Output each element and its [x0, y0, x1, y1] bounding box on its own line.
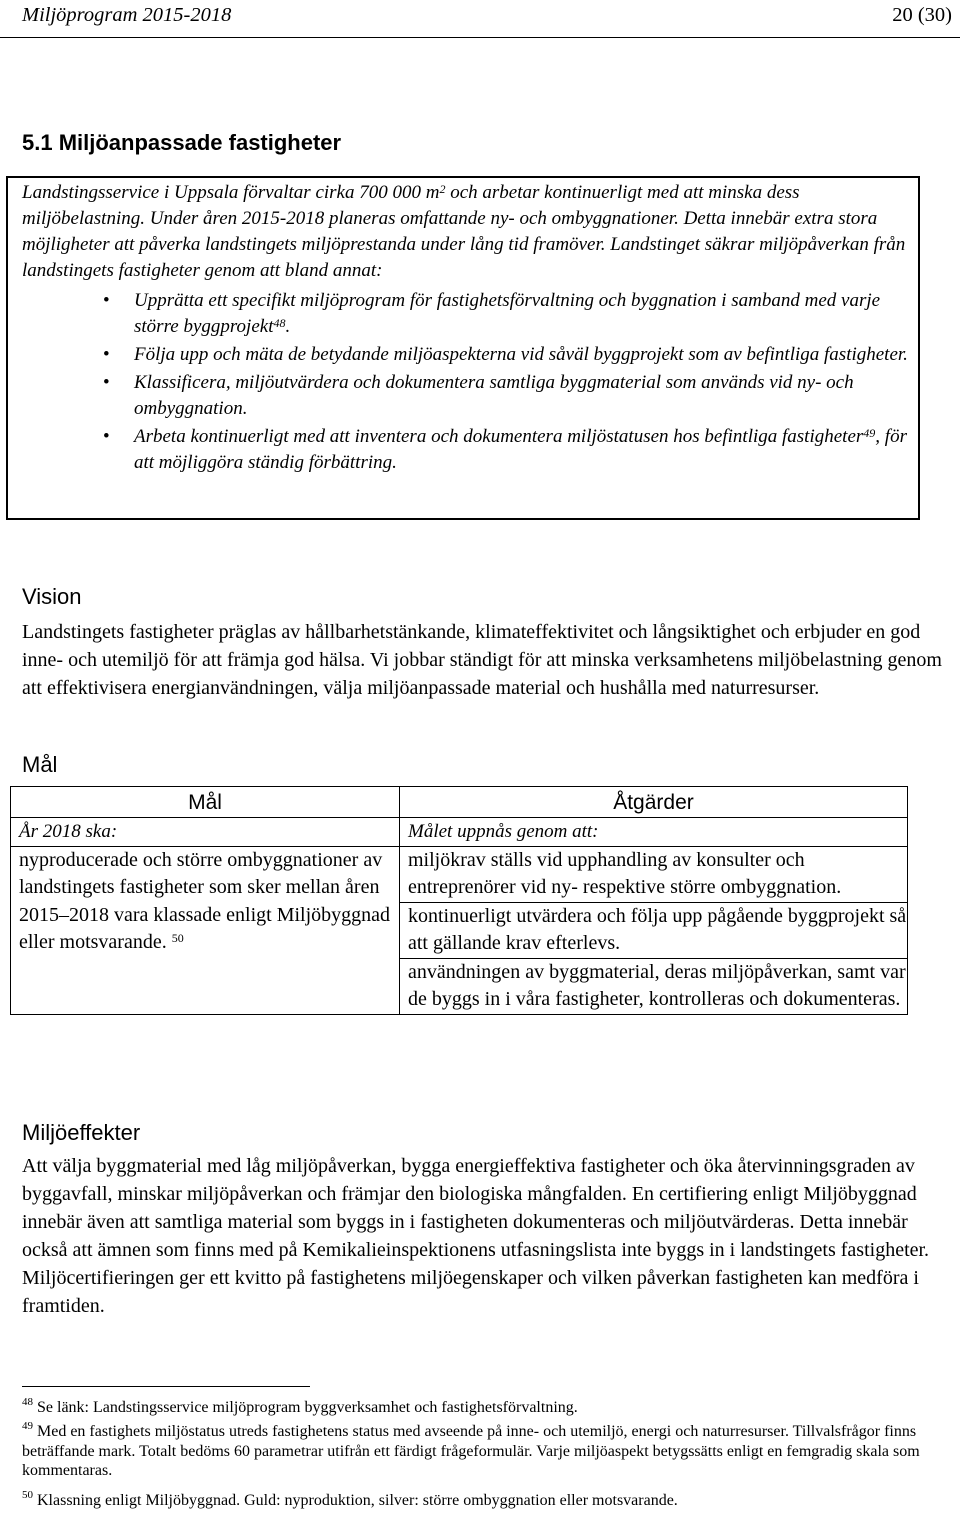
intro-paragraph: Landstingsservice i Uppsala förvaltar cirka 700 000 $m^2$ och arbetar kontinuerligt med att minska dess miljöbelastning. Under åren 2015-2018 planeras omfattande ny- och ombyggnationer. Detta innebär extra stora möjligheter att påverka landstingets miljöprestanda under lång tid framöver. Landstinget säkrar miljöpåverkan från landstingets fastigheter genom att bland annat:	[22, 182, 906, 281]
page-number: 20 (30)	[892, 4, 952, 26]
goal-cell: nyproducerade och större ombyggnationer av landstingets fastigheter som sker mellan åren 2015–2018 vara klassade enligt Miljöbyggnad eller motsvarande. $^{50}$	[11, 846, 400, 1014]
action-cell: miljökrav ställs vid upphandling av konsulter och entreprenörer vid ny- respektive större ombyggnation.	[400, 846, 908, 902]
header-divider	[0, 37, 960, 38]
list-item: • Upprätta ett specifikt miljöprogram för fastighetsförvaltning och byggnation i samband med varje större byggprojekt$^{48}$.	[103, 290, 881, 337]
table-header-row	[11, 787, 908, 818]
table-header-goal: Mål	[11, 787, 400, 818]
table-header-actions: Åtgärder	[400, 787, 908, 818]
bullet-icon: •	[103, 426, 110, 447]
vision-heading: Vision	[22, 584, 82, 609]
action-cell: kontinuerligt utvärdera och följa upp pågående byggprojekt så att gällande krav efterlevs.	[400, 902, 908, 958]
mal-heading: Mål	[22, 752, 58, 777]
footnote: $^{49}$ Med en fastighets miljöstatus utreds fastighetens status med avseende på inne- och utemiljö, energi och naturresurser. Tillvalsfrågor finns beträffande mark. Totalt bedöms 60 parametrar utifrån ett färdigt frågeformulär. Varje miljöaspekt betygssätts enligt en femgradig skala som kommentaras.	[22, 1420, 920, 1479]
document-title: Miljöprogram 2015-2018	[22, 4, 232, 26]
bullet-icon: •	[103, 372, 110, 393]
intro-bullet-list	[22, 288, 912, 476]
footnote: $^{48}$ Se länk: Landstingsservice miljöprogram byggverksamhet och fastighetsförvaltning.	[22, 1396, 578, 1416]
table-row	[11, 818, 908, 847]
effects-paragraph: Att välja byggmaterial med låg miljöpåverkan, bygga energieffektiva fastigheter och öka återvinningsgraden av byggavfall, minskar miljöpåverkan och främjar den biologiska mångfalden. En certifiering enligt Miljöbyggnad innebär även att samtliga material som byggs in i fastigheten dokumenteras och miljöutvärderas. Detta innebär också att ämnen som finns med på Kemikalieinspektionens utfasningslista inte byggs in i landstingets fastigheter. Miljöcertifieringen ger ett kvitto på fastighetens miljöegenskaper och vilken påverkan fastigheten kan medföra i framtiden.	[22, 1155, 930, 1317]
list-item: • Klassificera, miljöutvärdera och dokumentera samtliga byggmaterial som används vid ny- och ombyggnation.	[103, 372, 854, 419]
list-item: • Följa upp och mäta de betydande miljöaspekterna vid såväl byggprojekt som av befintliga fastigheter.	[22, 342, 912, 368]
actions-subheader: Målet uppnås genom att:	[400, 818, 908, 847]
footnote-divider	[22, 1386, 310, 1387]
action-cell: användningen av byggmaterial, deras miljöpåverkan, samt var de byggs in i våra fastigheter, kontrolleras och dokumenteras.	[400, 958, 908, 1014]
list-item: • Arbeta kontinuerligt med att inventera och dokumentera miljöstatusen hos befintliga fastigheter$^{49}$, för att möjliggöra ständig förbättring.	[103, 426, 907, 473]
section-title: 5.1 Miljöanpassade fastigheter	[22, 130, 342, 155]
bullet-icon: •	[103, 344, 110, 365]
table-row	[11, 846, 908, 902]
goal-subheader: År 2018 ska:	[11, 818, 400, 847]
footnote: $^{50}$ Klassning enligt Miljöbyggnad. Guld: nyproduktion, silver: större ombyggnation eller motsvarande.	[22, 1489, 678, 1509]
vision-paragraph: Landstingets fastigheter präglas av hållbarhetstänkande, klimateffektivitet och långsiktighet och erbjuder en god inne- och utemiljö för att främja god hälsa. Vi jobbar ständigt för att minska verksamhetens miljöbelastning genom att effektivisera energianvändningen, välja miljöanpassade material och hushålla med naturresurser.	[22, 621, 942, 699]
goal-table	[10, 786, 908, 1015]
bullet-icon: •	[103, 290, 110, 311]
intro-box	[6, 176, 920, 520]
effects-heading: Miljöeffekter	[22, 1120, 141, 1145]
